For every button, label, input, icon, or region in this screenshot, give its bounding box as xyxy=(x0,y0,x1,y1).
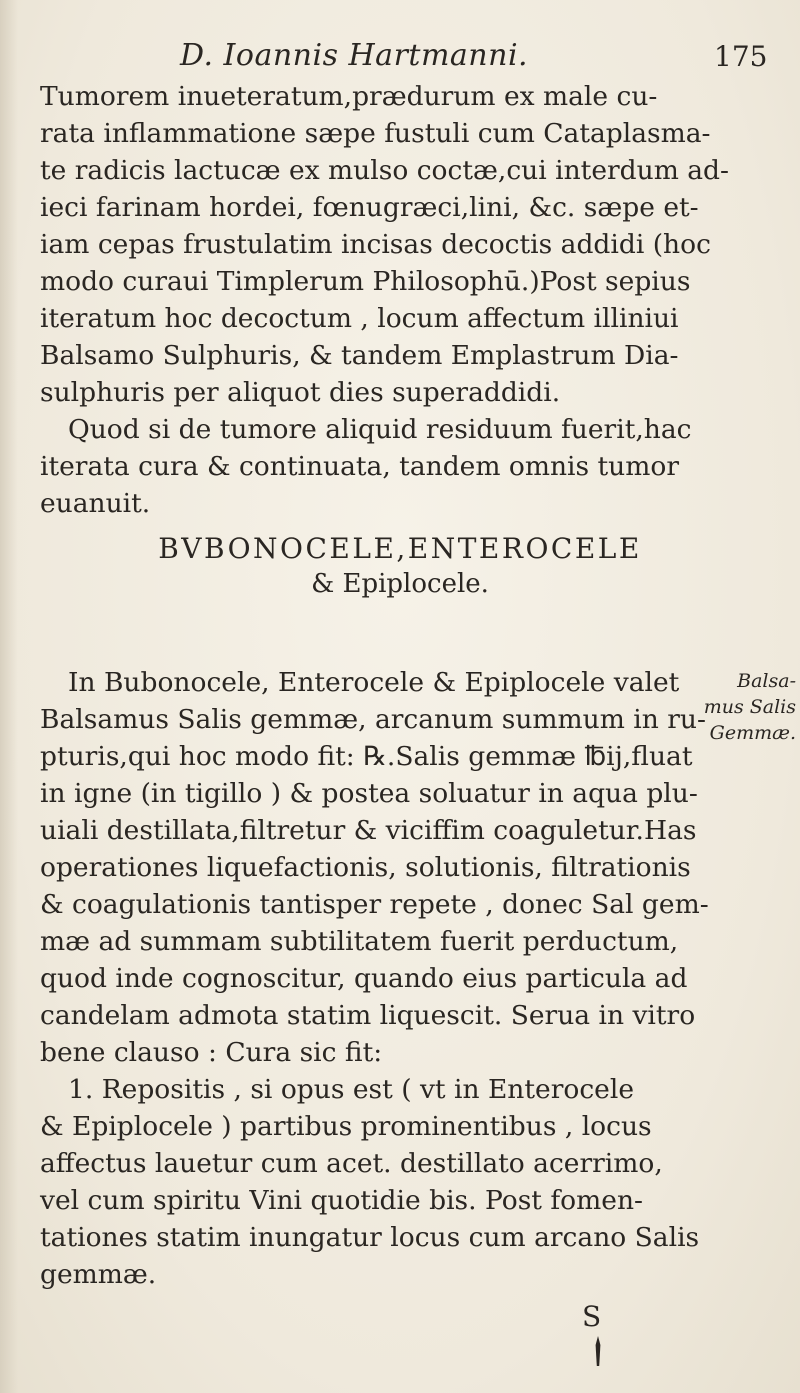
text-line: operationes liquefactionis, solutionis, filtrationis xyxy=(40,852,691,883)
text-line: modo curaui Timplerum Philosophū.)Post sepius xyxy=(40,266,691,297)
section-subtitle: & Epiplocele. xyxy=(311,569,489,599)
running-head: D. Ioannis Hartmanni. xyxy=(180,38,529,73)
margin-note xyxy=(696,668,800,746)
paragraph-cure-steps xyxy=(40,1071,760,1293)
text-line: affectus lauetur cum acet. destillato acerrimo, xyxy=(40,1148,663,1179)
ink-mark xyxy=(592,1336,604,1366)
section-title: BVBONOCELE,ENTEROCELE xyxy=(158,532,642,565)
text-line: bene clauso : Cura sic fit: xyxy=(40,1037,383,1068)
paragraph-balsam-recipe xyxy=(40,664,709,1071)
text-line: iterata cura & continuata, tandem omnis tumor xyxy=(40,451,680,482)
text-line: tationes statim inungatur locus cum arcano Salis xyxy=(40,1222,700,1253)
text-line: Balsamo Sulphuris, & tandem Emplastrum Dia- xyxy=(40,340,679,371)
text-line: uiali destillata,filtretur & viciffim coaguletur.Has xyxy=(40,815,697,846)
paragraph-tumor-cure xyxy=(40,78,760,411)
page-gutter-shadow xyxy=(0,0,18,1393)
text-line: Quod si de tumore aliquid residuum fuerit,hac xyxy=(68,414,692,445)
margin-note-line: Gemmæ. xyxy=(709,722,796,744)
text-line: candelam admota statim liquescit. Serua in vitro xyxy=(40,1000,696,1031)
text-line: pturis,qui hoc modo fit: ℞.Salis gemmæ ℔ij,fluat xyxy=(40,741,693,772)
text-line: sulphuris per aliquot dies superaddidi. xyxy=(40,377,561,408)
paragraph-residual-tumor xyxy=(40,411,760,522)
text-line: in igne (in tigillo ) & postea soluatur in aqua plu- xyxy=(40,778,698,809)
text-line: iam cepas frustulatim incisas decoctis addidi (hoc xyxy=(40,229,711,260)
text-line: quod inde cognoscitur, quando eius particula ad xyxy=(40,963,688,994)
section-heading xyxy=(0,532,800,599)
text-line: iteratum hoc decoctum , locum affectum illiniui xyxy=(40,303,679,334)
page-number: 175 xyxy=(714,40,768,73)
text-line: 1. Repositis , si opus est ( vt in Enterocele xyxy=(68,1074,635,1105)
text-line: Balsamus Salis gemmæ, arcanum summum in ru- xyxy=(40,704,706,735)
text-line: & Epiplocele ) partibus prominentibus , locus xyxy=(40,1111,652,1142)
margin-note-line: mus Salis xyxy=(703,696,796,718)
text-line: vel cum spiritu Vini quotidie bis. Post fomen- xyxy=(40,1185,643,1216)
text-line: gemmæ. xyxy=(40,1259,157,1290)
text-line: rata inflammatione sæpe fustuli cum Cataplasma- xyxy=(40,118,711,149)
text-line: ieci farinam hordei, fœnugræci,lini, &c. sæpe et- xyxy=(40,192,699,223)
text-line: te radicis lactucæ ex mulso coctæ,cui interdum ad- xyxy=(40,155,729,186)
margin-note-line: Balsa- xyxy=(737,670,796,692)
text-line: mæ ad summam subtilitatem fuerit perductum, xyxy=(40,926,679,957)
text-line: euanuit. xyxy=(40,488,151,519)
text-line: Tumorem inueteratum,prædurum ex male cu- xyxy=(40,81,658,112)
text-line: & coagulationis tantisper repete , donec Sal gem- xyxy=(40,889,709,920)
signature-mark: S xyxy=(582,1300,602,1333)
text-line: In Bubonocele, Enterocele & Epiplocele valet xyxy=(68,667,680,698)
